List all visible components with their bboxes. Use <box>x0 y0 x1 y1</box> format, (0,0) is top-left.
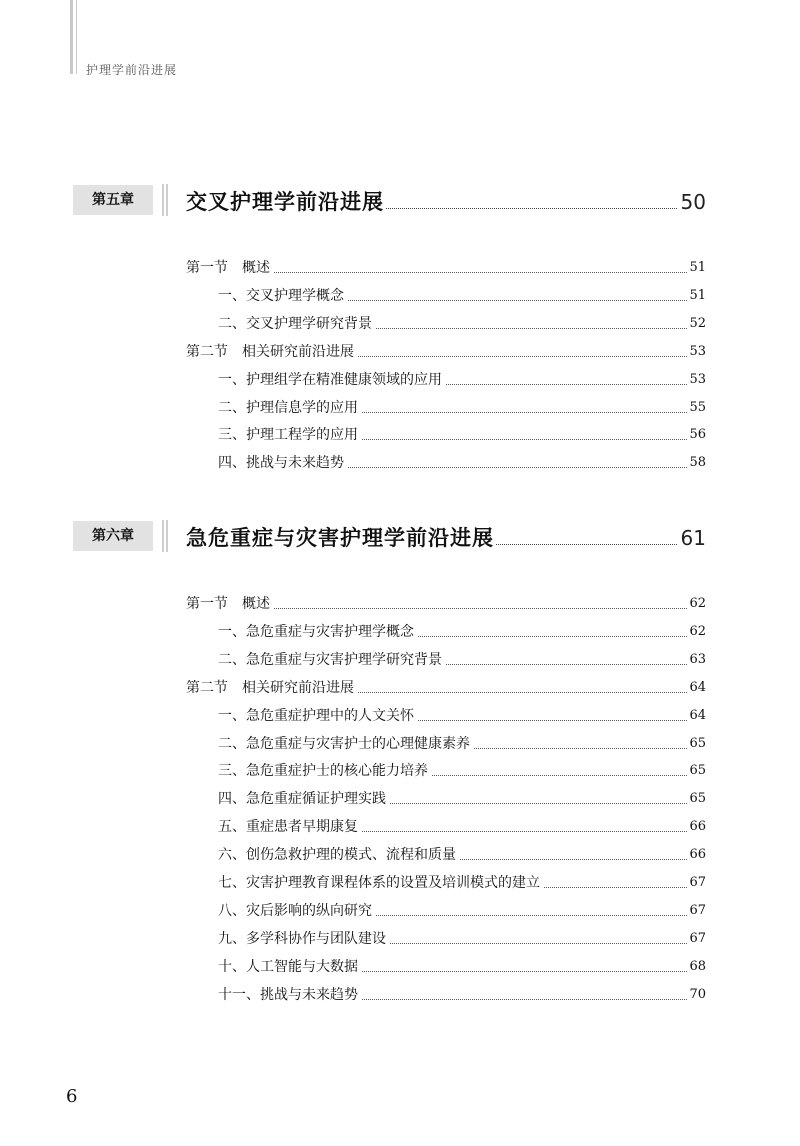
dot-leader <box>390 943 687 944</box>
toc-item-entry[interactable] <box>218 759 706 781</box>
dot-leader <box>358 356 687 357</box>
toc-item-entry[interactable] <box>218 423 706 445</box>
toc-entry-title: 第二节 相关研究前沿进展 <box>186 679 354 696</box>
toc-entry-page: 66 <box>689 847 706 863</box>
chapter-page: 61 <box>680 526 706 550</box>
dot-leader <box>432 775 687 776</box>
toc-item-entry[interactable] <box>218 396 706 418</box>
toc-entry-title: 四、挑战与未来趋势 <box>218 455 344 472</box>
dot-leader <box>358 692 687 693</box>
toc-item-entry[interactable] <box>218 815 706 837</box>
dot-leader <box>348 300 687 301</box>
toc-item-entry[interactable] <box>218 983 706 1005</box>
toc-item-entry[interactable] <box>218 955 706 977</box>
toc-entry-page: 67 <box>689 875 706 890</box>
toc-item-entry[interactable] <box>218 451 706 473</box>
toc-entry-page: 51 <box>689 260 706 275</box>
toc-section-entry[interactable] <box>186 592 706 614</box>
toc-item-entry[interactable] <box>218 871 706 893</box>
chapter-title: 交叉护理学前沿进展 <box>186 190 384 214</box>
chapter-separator <box>162 520 170 552</box>
toc-entry-title: 二、护理信息学的应用 <box>218 399 358 416</box>
dot-leader <box>362 831 687 832</box>
toc-entry-page: 70 <box>689 986 706 1002</box>
toc-entry-page: 67 <box>689 902 706 918</box>
dot-leader <box>362 412 687 413</box>
toc-entry-title: 二、交叉护理学研究背景 <box>218 315 372 332</box>
chapter-heading[interactable] <box>73 184 706 218</box>
dot-leader <box>544 887 687 888</box>
toc-entry-title: 一、交叉护理学概念 <box>218 287 344 304</box>
dot-leader <box>274 272 687 273</box>
toc-entry-title: 第一节 概述 <box>186 260 270 276</box>
toc-item-entry[interactable] <box>218 899 706 921</box>
toc-entry-page: 68 <box>689 958 706 974</box>
toc-item-entry[interactable] <box>218 787 706 809</box>
toc-entry-page: 65 <box>689 735 706 751</box>
chapter-heading[interactable] <box>73 520 706 554</box>
toc-entry-title: 六、创伤急救护理的模式、流程和质量 <box>218 847 456 864</box>
toc-entry-page: 52 <box>689 315 706 331</box>
header-decoration <box>70 0 80 74</box>
chapter-title: 急危重症与灾害护理学前沿进展 <box>186 526 494 550</box>
chapter-label: 第五章 <box>73 185 153 215</box>
running-head: 护理学前沿进展 <box>86 63 178 77</box>
toc-entry-page: 53 <box>689 343 706 359</box>
dot-leader <box>418 720 687 721</box>
toc-entry-page: 62 <box>689 623 706 639</box>
toc-entry-title: 十一、挑战与未来趋势 <box>218 986 358 1003</box>
toc-entry-page: 62 <box>689 596 706 611</box>
toc-entry-title: 二、急危重症与灾害护士的心理健康素养 <box>218 735 470 752</box>
toc-item-entry[interactable] <box>218 704 706 726</box>
dot-leader <box>460 859 687 860</box>
toc-entry-title: 二、急危重症与灾害护理学研究背景 <box>218 651 442 668</box>
toc-entry-page: 55 <box>689 399 706 415</box>
toc-entry-page: 64 <box>689 707 706 723</box>
toc-entry-page: 53 <box>689 371 706 387</box>
page-number: 6 <box>66 1086 78 1107</box>
dot-leader <box>376 915 687 916</box>
toc-item-entry[interactable] <box>218 368 706 390</box>
toc-item-entry[interactable] <box>218 284 706 306</box>
toc-entry-title: 一、急危重症护理中的人文关怀 <box>218 707 414 724</box>
dot-leader <box>386 208 677 209</box>
toc-entry-page: 64 <box>689 679 706 695</box>
toc-entry-title: 八、灾后影响的纵向研究 <box>218 902 372 919</box>
dot-leader <box>446 384 687 385</box>
dot-leader <box>274 608 687 609</box>
dot-leader <box>348 467 687 468</box>
toc-entry-title: 三、护理工程学的应用 <box>218 427 358 444</box>
toc-item-entry[interactable] <box>218 843 706 865</box>
toc-entry-title: 第一节 概述 <box>186 596 270 612</box>
toc-section-entry[interactable] <box>186 340 706 362</box>
dot-leader <box>362 999 687 1000</box>
toc-item-entry[interactable] <box>218 312 706 334</box>
toc-entry-title: 三、急危重症护士的核心能力培养 <box>218 763 428 780</box>
dot-leader <box>390 803 687 804</box>
toc-entry-page: 65 <box>689 763 706 779</box>
toc-entry-page: 58 <box>689 455 706 471</box>
dot-leader <box>362 971 687 972</box>
dot-leader <box>418 636 687 637</box>
toc-item-entry[interactable] <box>218 620 706 642</box>
toc-entry-page: 66 <box>689 819 706 835</box>
toc-item-entry[interactable] <box>218 732 706 754</box>
toc-entry-page: 56 <box>689 427 706 443</box>
chapter-page: 50 <box>680 190 706 214</box>
toc-entry-page: 51 <box>689 287 706 303</box>
toc-item-entry[interactable] <box>218 648 706 670</box>
toc-entry-title: 五、重症患者早期康复 <box>218 819 358 836</box>
toc-entry-title: 四、急危重症循证护理实践 <box>218 791 386 808</box>
dot-leader <box>496 544 677 545</box>
dot-leader <box>362 439 687 440</box>
toc-entry-title: 一、急危重症与灾害护理学概念 <box>218 623 414 640</box>
toc-entry-page: 63 <box>689 651 706 667</box>
toc-entry-title: 十、人工智能与大数据 <box>218 958 358 975</box>
toc-entry-title: 一、护理组学在精准健康领域的应用 <box>218 371 442 388</box>
toc-entry-title: 七、灾害护理教育课程体系的设置及培训模式的建立 <box>218 875 540 891</box>
toc-entry-page: 67 <box>689 930 706 946</box>
dot-leader <box>446 664 687 665</box>
dot-leader <box>474 748 687 749</box>
toc-entry-title: 九、多学科协作与团队建设 <box>218 930 386 947</box>
toc-entry-title: 第二节 相关研究前沿进展 <box>186 343 354 360</box>
chapter-separator <box>162 184 170 216</box>
chapter-label: 第六章 <box>73 521 153 551</box>
dot-leader <box>376 328 687 329</box>
toc-entry-page: 65 <box>689 791 706 807</box>
toc-section-entry[interactable] <box>186 676 706 698</box>
toc-section-entry[interactable] <box>186 256 706 278</box>
toc-item-entry[interactable] <box>218 927 706 949</box>
